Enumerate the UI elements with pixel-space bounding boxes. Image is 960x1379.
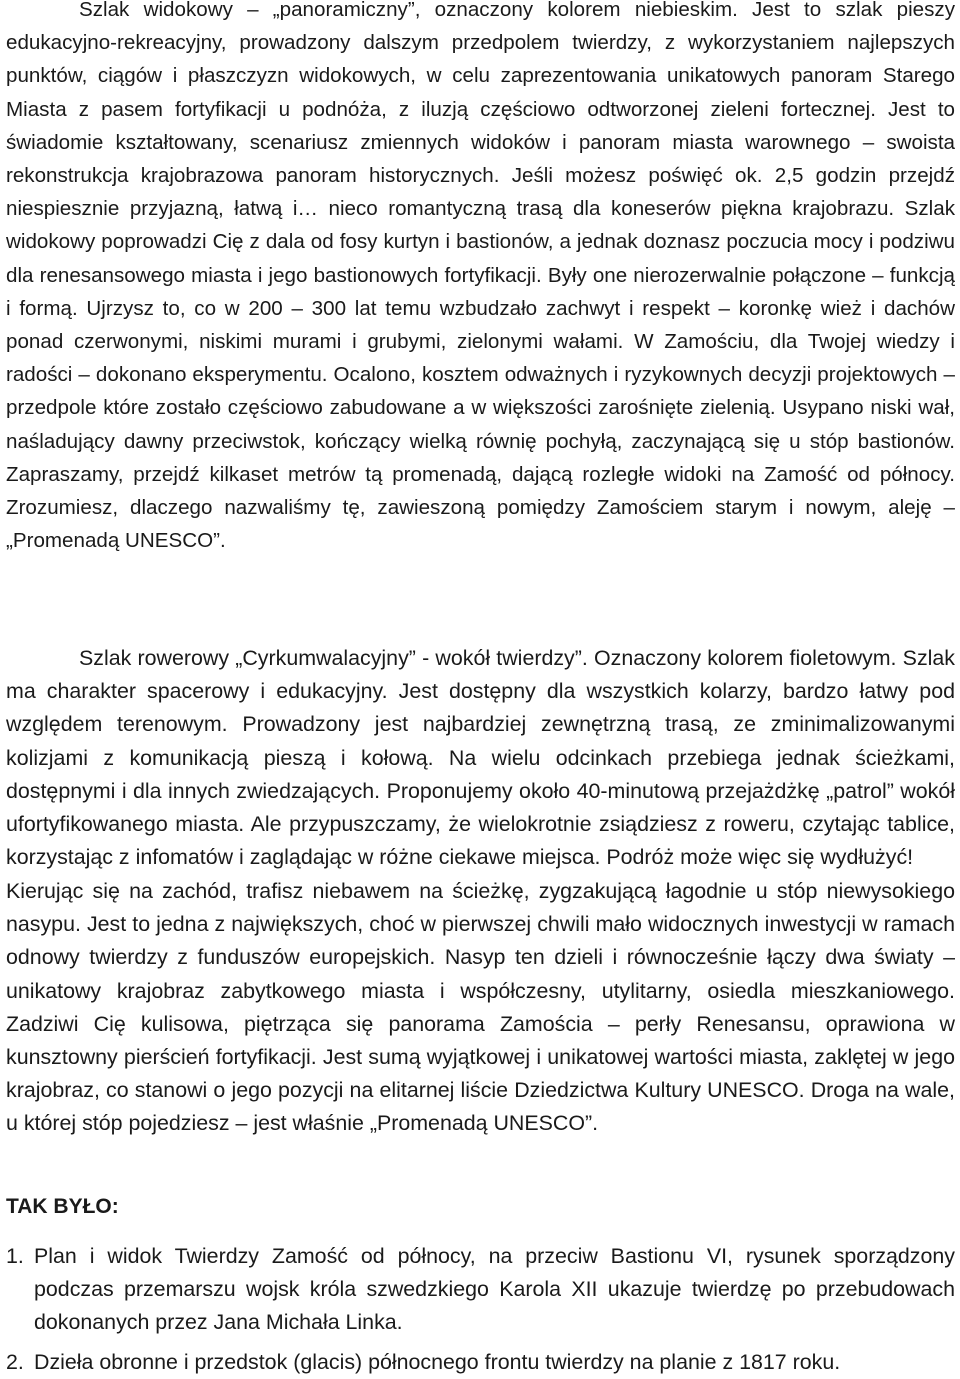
- list-item-text: Dzieła obronne i przedstok (glacis) północnego frontu twierdzy na planie z 1817 roku.: [34, 1349, 841, 1374]
- paragraph-scenic-trail: Szlak widokowy – „panoramiczny”, oznaczony kolorem niebieskim. Jest to szlak pieszy edukacyjno-rekreacyjny, prowadzony dalszym przedpolem twierdzy, z wykorzystaniem najlepszych punktów, ciągów i płaszczyzn widokowych, w celu zaprezentowania unikatowych panoram Starego Miasta z pasem fortyfikacji u podnóża, z iluzją częściowo odtworzonej zieleni fortecznej. Jest to świadomie kształtowany, scenariusz zmiennych widoków i panoram miasta warownego – swoista rekonstrukcja krajobrazowa panoram historycznych. Jeśli możesz poświęć ok. 2,5 godzin przejdź niespiesznie przyjazną, łatwą i… nieco romantyczną trasą dla koneserów piękna krajobrazu. Szlak widokowy poprowadzi Cię z dala od fosy kurtyn i bastionów, a jednak doznasz poczucia mocy i podziwu dla renesansowego miasta i jego bastionowych fortyfikacji. Były one nierozerwalnie połączone – funkcją i formą. Ujrzysz to, co w 200 – 300 lat temu wzbudzało zachwyt i respekt – koronkę wież i dachów ponad czerwonymi, niskimi murami i grubymi, zielonymi wałami. W Zamościu, dla Twojej wiedzy i radości – dokonano eksperymentu. Ocalono, kosztem odważnych i ryzykownych decyzji projektowych – przedpole które zostało częściowo zabudowane a w większości zarośnięte zielenią. Usypano niski wał, naśladujący dawny przeciwstok, kończący wielką równię pochyłą, zaczynającą się u stóp bastionów. Zapraszamy, przejdź kilkaset metrów tą promenadą, dającą rozległe widoki na Zamość od północy. Zrozumiesz, dlaczego nazwaliśmy tę, zawieszoną pomiędzy Zamościem starym i nowym, aleję – „Promenadą UNESCO”.: [6, 0, 955, 553]
- list-item-text: Plan i widok Twierdzy Zamość od północy, na przeciw Bastionu VI, rysunek sporządzony podczas przemarszu wojsk króla szwedzkiego Karola XII ukazuje twierdzę po przebudowach dokonanych przez Jana Michała Linka.: [34, 1244, 955, 1335]
- list-item: [6, 1240, 955, 1340]
- list-item: [6, 1346, 955, 1379]
- list-item-number: 1.: [6, 1244, 24, 1268]
- section-heading: TAK BYŁO:: [6, 1195, 119, 1218]
- numbered-list: [6, 1240, 955, 1379]
- list-item-number: 2.: [6, 1349, 24, 1374]
- paragraph-bike-trail: Szlak rowerowy „Cyrkumwalacyjny” - wokół twierdzy”. Oznaczony kolorem fioletowym. Szlak ma charakter spacerowy i edukacyjny. Jest dostępny dla wszystkich kolarzy, bardzo łatwy pod względem terenowym. Prowadzony jest najbardziej zewnętrzną trasą, ze zminimalizowanymi kolizjami z komunikacją pieszą i kołową. Na wielu odcinkach przebiega jednak ścieżkami, dostępnymi i dla innych zwiedzających. Proponujemy około 40-minutową przejażdżkę „patrol” wokół ufortyfikowanego miasta. Ale przypuszczamy, że wielokrotnie zsiądziesz z roweru, czytając tablice, korzystając z infomatów i zaglądając w różne ciekawe miejsca. Podróż może więc się wydłużyć!: [6, 646, 955, 870]
- paragraph-unesco-promenade: Kierując się na zachód, trafisz niebawem na ścieżkę, zygzakującą łagodnie u stóp niewysokiego nasypu. Jest to jedna z największych, choć w pierwszej chwili mało widocznych inwestycji w ramach odnowy twierdzy z funduszów europejskich. Nasyp ten dzieli i równocześnie łączy dwa światy – unikatowy krajobraz zabytkowego miasta i współczesny, utylitarny, osiedla mieszkaniowego. Zadziwi Cię kulisowa, piętrząca się panorama Zamościa – perły Renesansu, oprawiona w kunsztowny pierścień fortyfikacji. Jest sumą wyjątkowej i unikatowej wartości miasta, zaklętej w jego krajobraz, co stanowi o jego pozycji na elitarnej liście Dziedzictwa Kultury UNESCO. Droga na wale, u której stóp pojedziesz – jest właśnie „Promenadą UNESCO”.: [6, 879, 955, 1136]
